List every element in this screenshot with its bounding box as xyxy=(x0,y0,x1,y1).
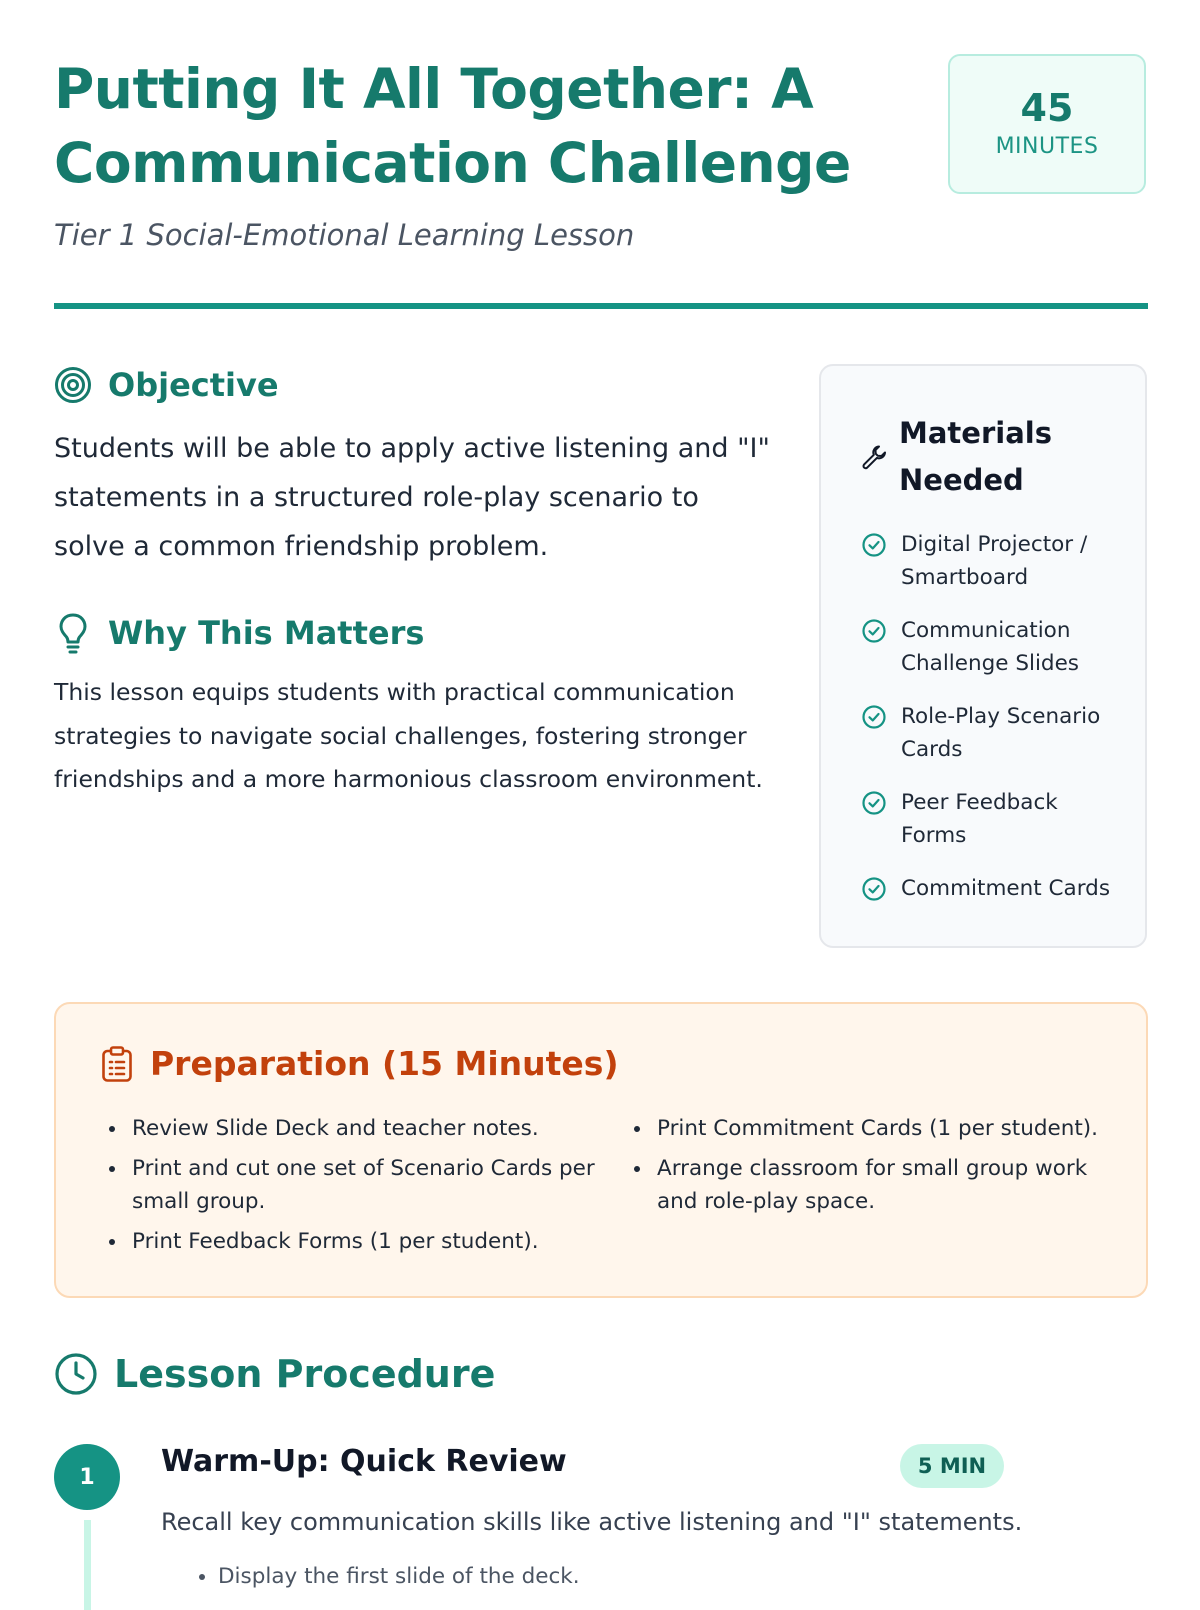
lightbulb-icon xyxy=(54,614,92,652)
why-text: This lesson equips students with practical communication strategies to navigate social challenges, fostering stronger friendships and a more harmonious classroom environment. xyxy=(54,678,763,793)
check-circle-icon xyxy=(861,532,887,558)
materials-item-label: Digital Projector / Smartboard xyxy=(901,532,1088,590)
preparation-card xyxy=(54,1002,1148,1298)
preparation-item: • Print and cut one set of Scenario Cards per small group. xyxy=(128,1152,598,1218)
materials-item xyxy=(861,528,1121,594)
step-description: Recall key communication skills like active listening and "I" statements. xyxy=(161,1508,1023,1536)
materials-card xyxy=(819,364,1147,948)
preparation-heading-row xyxy=(100,1044,619,1083)
materials-item-label: Communication Challenge Slides xyxy=(901,618,1079,676)
preparation-list-right xyxy=(627,1112,1123,1225)
duration-badge xyxy=(948,54,1146,194)
check-circle-icon xyxy=(861,618,887,644)
step-bullet: • Display the first slide of the deck. xyxy=(218,1564,580,1589)
preparation-list-left xyxy=(102,1112,598,1265)
why-heading: Why This Matters xyxy=(108,614,425,652)
materials-item xyxy=(861,614,1121,680)
materials-item-label: Commitment Cards xyxy=(901,876,1111,901)
materials-item xyxy=(861,872,1121,905)
header-divider xyxy=(54,303,1148,309)
check-circle-icon xyxy=(861,876,887,902)
step-number: 1 xyxy=(54,1444,120,1510)
wrench-icon xyxy=(861,444,887,470)
preparation-item: • Print Commitment Cards (1 per student). xyxy=(653,1112,1123,1145)
check-circle-icon xyxy=(861,790,887,816)
materials-item-label: Role-Play Scenario Cards xyxy=(901,704,1101,762)
step-duration-badge: 5 MIN xyxy=(900,1444,1004,1488)
preparation-item: • Print Feedback Forms (1 per student). xyxy=(128,1225,598,1258)
page-subtitle: Tier 1 Social-Emotional Learning Lesson xyxy=(54,218,635,252)
step-timeline-line xyxy=(84,1520,91,1610)
step-bullet-list xyxy=(194,1564,580,1589)
procedure-heading-row xyxy=(54,1352,495,1396)
preparation-item: • Arrange classroom for small group work and role-play space. xyxy=(653,1152,1123,1218)
page-title: Putting It All Together: A Communication Challenge xyxy=(54,57,851,195)
check-circle-icon xyxy=(861,704,887,730)
materials-heading-row xyxy=(861,410,1099,504)
target-icon xyxy=(54,366,92,404)
preparation-item: • Review Slide Deck and teacher notes. xyxy=(128,1112,598,1145)
preparation-heading: Preparation (15 Minutes) xyxy=(150,1044,619,1083)
clock-icon xyxy=(54,1352,98,1396)
materials-heading: Materials Needed xyxy=(899,416,1052,497)
duration-value: 45 xyxy=(1020,86,1074,130)
materials-item xyxy=(861,700,1121,766)
clipboard-icon xyxy=(100,1045,134,1083)
objective-text: Students will be able to apply active listening and "I" statements in a structured role-play scenario to solve a common friendship problem. xyxy=(54,433,770,562)
duration-unit: MINUTES xyxy=(995,134,1099,159)
materials-item xyxy=(861,786,1121,852)
why-heading-row xyxy=(54,614,424,652)
objective-heading-row xyxy=(54,366,279,404)
materials-list xyxy=(861,528,1121,925)
objective-heading: Objective xyxy=(108,366,279,404)
step-title: Warm-Up: Quick Review xyxy=(161,1444,567,1479)
procedure-heading: Lesson Procedure xyxy=(114,1352,496,1396)
materials-item-label: Peer Feedback Forms xyxy=(901,790,1058,848)
